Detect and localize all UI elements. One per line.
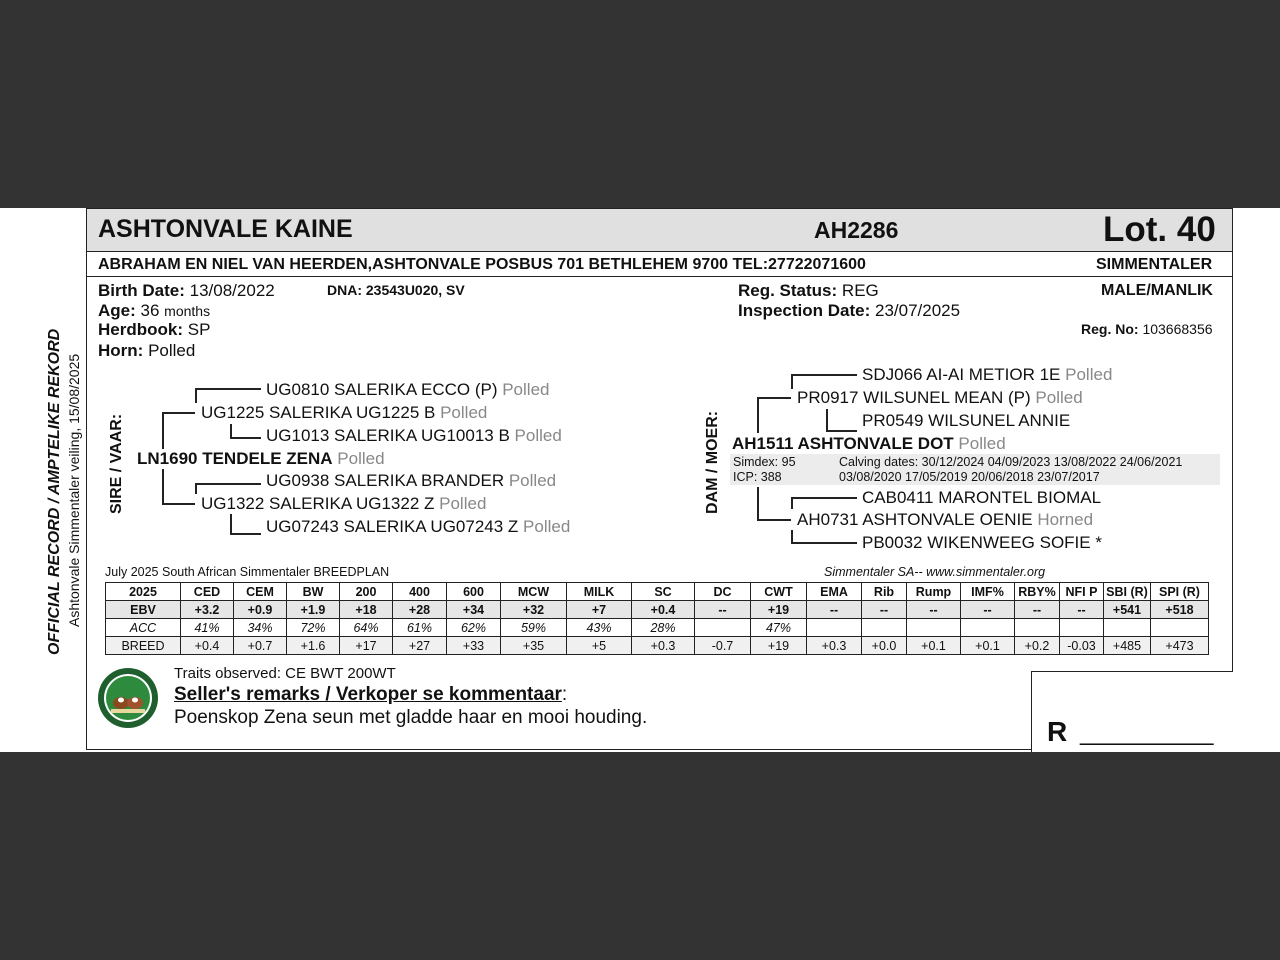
sire-sire-dam: UG1013 SALERIKA UG10013 B Polled bbox=[266, 426, 562, 445]
acc-cell: 28% bbox=[632, 619, 695, 637]
acc-cell bbox=[961, 619, 1015, 637]
acc-cell bbox=[695, 619, 751, 637]
header-cell: Rib bbox=[862, 583, 907, 601]
breed-cell: +473 bbox=[1151, 637, 1209, 655]
ebv-cell: EBV bbox=[106, 601, 181, 619]
header-cell: EMA bbox=[807, 583, 862, 601]
sire-sire-sire: UG0810 SALERIKA ECCO (P) Polled bbox=[266, 380, 550, 399]
pedigree-line bbox=[791, 374, 857, 376]
pedigree-line bbox=[757, 519, 791, 521]
breed-cell: +0.0 bbox=[862, 637, 907, 655]
sire-name: LN1690 TENDELE ZENA Polled bbox=[137, 449, 385, 468]
ebv-cell: +19 bbox=[751, 601, 807, 619]
acc-cell bbox=[1104, 619, 1151, 637]
header-cell: 400 bbox=[393, 583, 447, 601]
price-blank[interactable]: __________ bbox=[1080, 719, 1214, 746]
pedigree-line bbox=[757, 487, 759, 520]
ebv-cell: +541 bbox=[1104, 601, 1151, 619]
ebv-cell: -- bbox=[1060, 601, 1104, 619]
ebv-cell: -- bbox=[862, 601, 907, 619]
dam-sire-dam: PR0549 WILSUNEL ANNIE bbox=[862, 411, 1071, 430]
herdbook: Herdbook: SP bbox=[98, 320, 211, 339]
birth-date: Birth Date: 13/08/2022 bbox=[98, 281, 275, 300]
header-cell: 2025 bbox=[106, 583, 181, 601]
breed-cell: +5 bbox=[567, 637, 632, 655]
breed-cell: +19 bbox=[751, 637, 807, 655]
acc-cell bbox=[1015, 619, 1060, 637]
header-cell: SC bbox=[632, 583, 695, 601]
sire-dam-dam: UG07243 SALERIKA UG07243 Z Polled bbox=[266, 517, 571, 536]
ebv-cell: +18 bbox=[340, 601, 393, 619]
ebv-cell: +0.9 bbox=[234, 601, 287, 619]
horn-status: Horn: Polled bbox=[98, 341, 196, 360]
pedigree-line bbox=[195, 388, 261, 390]
sire-sire: UG1225 SALERIKA UG1225 B Polled bbox=[201, 403, 488, 422]
acc-cell: 72% bbox=[287, 619, 340, 637]
ebv-cell: +32 bbox=[501, 601, 567, 619]
header-cell: NFI P bbox=[1060, 583, 1104, 601]
acc-cell: 64% bbox=[340, 619, 393, 637]
breed-cell: +35 bbox=[501, 637, 567, 655]
pedigree-line bbox=[791, 542, 857, 544]
pedigree-line bbox=[230, 514, 232, 534]
header-cell: MCW bbox=[501, 583, 567, 601]
ebv-cell: +1.9 bbox=[287, 601, 340, 619]
acc-cell: 62% bbox=[447, 619, 501, 637]
pedigree-line bbox=[230, 533, 261, 535]
dam-sire: PR0917 WILSUNEL MEAN (P) Polled bbox=[797, 388, 1083, 407]
official-record-label: OFFICIAL RECORD / AMPTELIKE REKORD bbox=[46, 328, 63, 655]
breed-cell: +485 bbox=[1104, 637, 1151, 655]
pedigree-line bbox=[195, 388, 197, 403]
header-cell: SBI (R) bbox=[1104, 583, 1151, 601]
breed-cell: +0.4 bbox=[181, 637, 234, 655]
ebv-table bbox=[105, 582, 1209, 655]
pedigree-line bbox=[826, 430, 857, 432]
pedigree-line bbox=[791, 374, 793, 389]
breed-cell: +33 bbox=[447, 637, 501, 655]
acc-cell: 41% bbox=[181, 619, 234, 637]
acc-cell bbox=[1151, 619, 1209, 637]
ebv-cell: +0.4 bbox=[632, 601, 695, 619]
breed-cell: +17 bbox=[340, 637, 393, 655]
sale-label: Ashtonvale Simmentaler veiling, 15/08/2025 bbox=[66, 353, 82, 627]
dam-dam-sire: CAB0411 MARONTEL BIOMAL bbox=[862, 488, 1102, 507]
ebv-row bbox=[106, 601, 1209, 619]
header-cell: IMF% bbox=[961, 583, 1015, 601]
breedplan-website: Simmentaler SA-- www.simmentaler.org bbox=[824, 565, 1046, 579]
dna-info: DNA: 23543U020, SV bbox=[327, 282, 465, 298]
header-cell: CED bbox=[181, 583, 234, 601]
acc-cell: 43% bbox=[567, 619, 632, 637]
ebv-cell: +518 bbox=[1151, 601, 1209, 619]
ebv-cell: +3.2 bbox=[181, 601, 234, 619]
header-cell: RBY% bbox=[1015, 583, 1060, 601]
breed-label: SIMMENTALER bbox=[1096, 256, 1213, 273]
acc-cell: 59% bbox=[501, 619, 567, 637]
ebv-cell: +7 bbox=[567, 601, 632, 619]
header-cell: CWT bbox=[751, 583, 807, 601]
seller-remarks: Poenskop Zena seun met gladde haar en mooi houding. bbox=[174, 707, 648, 728]
pedigree-line bbox=[791, 497, 857, 499]
pedigree-line bbox=[162, 469, 164, 504]
pedigree-line bbox=[162, 412, 164, 449]
acc-cell bbox=[807, 619, 862, 637]
breed-cell: +0.1 bbox=[961, 637, 1015, 655]
header-cell: DC bbox=[695, 583, 751, 601]
pedigree-line bbox=[757, 397, 759, 433]
breed-cell: +1.6 bbox=[287, 637, 340, 655]
breed-cell: +27 bbox=[393, 637, 447, 655]
ebv-header-row bbox=[106, 583, 1209, 601]
sex-label: MALE/MANLIK bbox=[1101, 282, 1213, 299]
pedigree-line bbox=[162, 412, 195, 414]
ebv-cell: -- bbox=[907, 601, 961, 619]
reg-status: Reg. Status: REG bbox=[738, 281, 879, 300]
dam-name: AH1511 ASHTONVALE DOT Polled bbox=[732, 434, 1006, 453]
ebv-cell: -- bbox=[807, 601, 862, 619]
dam-calving-dates: Calving dates: 30/12/2024 04/09/2023 13/08/2022 24/06/2021 bbox=[839, 455, 1183, 469]
pedigree-line bbox=[195, 483, 197, 494]
owner-line: ABRAHAM EN NIEL VAN HEERDEN,ASHTONVALE POSBUS 701 BETHLEHEM 9700 TEL:27722071600 bbox=[98, 256, 866, 273]
acc-cell bbox=[862, 619, 907, 637]
dam-dam-dam: PB0032 WIKENWEEG SOFIE * bbox=[862, 533, 1102, 552]
acc-row bbox=[106, 619, 1209, 637]
header-cell: Rump bbox=[907, 583, 961, 601]
breed-avg-row bbox=[106, 637, 1209, 655]
breed-cell: +0.1 bbox=[907, 637, 961, 655]
pedigree-line bbox=[826, 409, 828, 431]
breed-cell: +0.3 bbox=[807, 637, 862, 655]
acc-cell: ACC bbox=[106, 619, 181, 637]
sire-dam: UG1322 SALERIKA UG1322 Z Polled bbox=[201, 494, 487, 513]
breed-cell: +0.7 bbox=[234, 637, 287, 655]
traits-observed: Traits observed: CE BWT 200WT bbox=[174, 665, 396, 682]
header-cell: CEM bbox=[234, 583, 287, 601]
simmentaler-logo bbox=[97, 667, 159, 729]
acc-cell: 61% bbox=[393, 619, 447, 637]
pedigree-line bbox=[195, 483, 261, 485]
header-cell: MILK bbox=[567, 583, 632, 601]
animal-name: ASHTONVALE KAINE bbox=[98, 215, 353, 243]
owner-divider bbox=[87, 276, 1232, 277]
sire-dam-sire: UG0938 SALERIKA BRANDER Polled bbox=[266, 471, 557, 490]
ebv-cell: -- bbox=[695, 601, 751, 619]
header-cell: BW bbox=[287, 583, 340, 601]
acc-cell: 47% bbox=[751, 619, 807, 637]
ebv-cell: -- bbox=[961, 601, 1015, 619]
inspection-date: Inspection Date: 23/07/2025 bbox=[738, 301, 961, 320]
header-cell: 600 bbox=[447, 583, 501, 601]
breed-cell: BREED bbox=[106, 637, 181, 655]
reg-number: Reg. No: 103668356 bbox=[1081, 321, 1213, 337]
breed-cell: -0.7 bbox=[695, 637, 751, 655]
breed-cell: +0.2 bbox=[1015, 637, 1060, 655]
dam-sire-sire: SDJ066 AI-AI METIOR 1E Polled bbox=[862, 365, 1113, 384]
price-currency: R bbox=[1047, 716, 1068, 747]
pedigree-line bbox=[757, 397, 791, 399]
pedigree-line bbox=[791, 497, 793, 509]
dam-dam: AH0731 ASHTONVALE OENIE Horned bbox=[797, 510, 1094, 529]
header-cell: SPI (R) bbox=[1151, 583, 1209, 601]
ebv-cell: +34 bbox=[447, 601, 501, 619]
dam-calving-dates-2: 03/08/2020 17/05/2019 20/06/2018 23/07/2017 bbox=[839, 470, 1100, 484]
pedigree-line bbox=[230, 437, 261, 439]
acc-cell: 34% bbox=[234, 619, 287, 637]
pedigree-line bbox=[162, 503, 195, 505]
dam-icp: ICP: 388 bbox=[733, 470, 782, 484]
ebv-cell: +28 bbox=[393, 601, 447, 619]
dam-simdex: Simdex: 95 bbox=[733, 455, 796, 469]
ebv-cell: -- bbox=[1015, 601, 1060, 619]
acc-cell bbox=[1060, 619, 1104, 637]
animal-id: AH2286 bbox=[814, 217, 899, 243]
lot-number: Lot. 40 bbox=[1103, 210, 1216, 249]
dam-label: DAM / MOER: bbox=[704, 410, 721, 514]
breed-cell: -0.03 bbox=[1060, 637, 1104, 655]
acc-cell bbox=[907, 619, 961, 637]
age: Age: 36 months bbox=[98, 301, 211, 320]
header-cell: 200 bbox=[340, 583, 393, 601]
remarks-heading: Seller's remarks / Verkoper se kommentaar: bbox=[174, 684, 568, 705]
sire-label: SIRE / VAAR: bbox=[108, 413, 125, 514]
breed-cell: +0.3 bbox=[632, 637, 695, 655]
breedplan-title: July 2025 South African Simmentaler BREEDPLAN bbox=[105, 565, 390, 579]
